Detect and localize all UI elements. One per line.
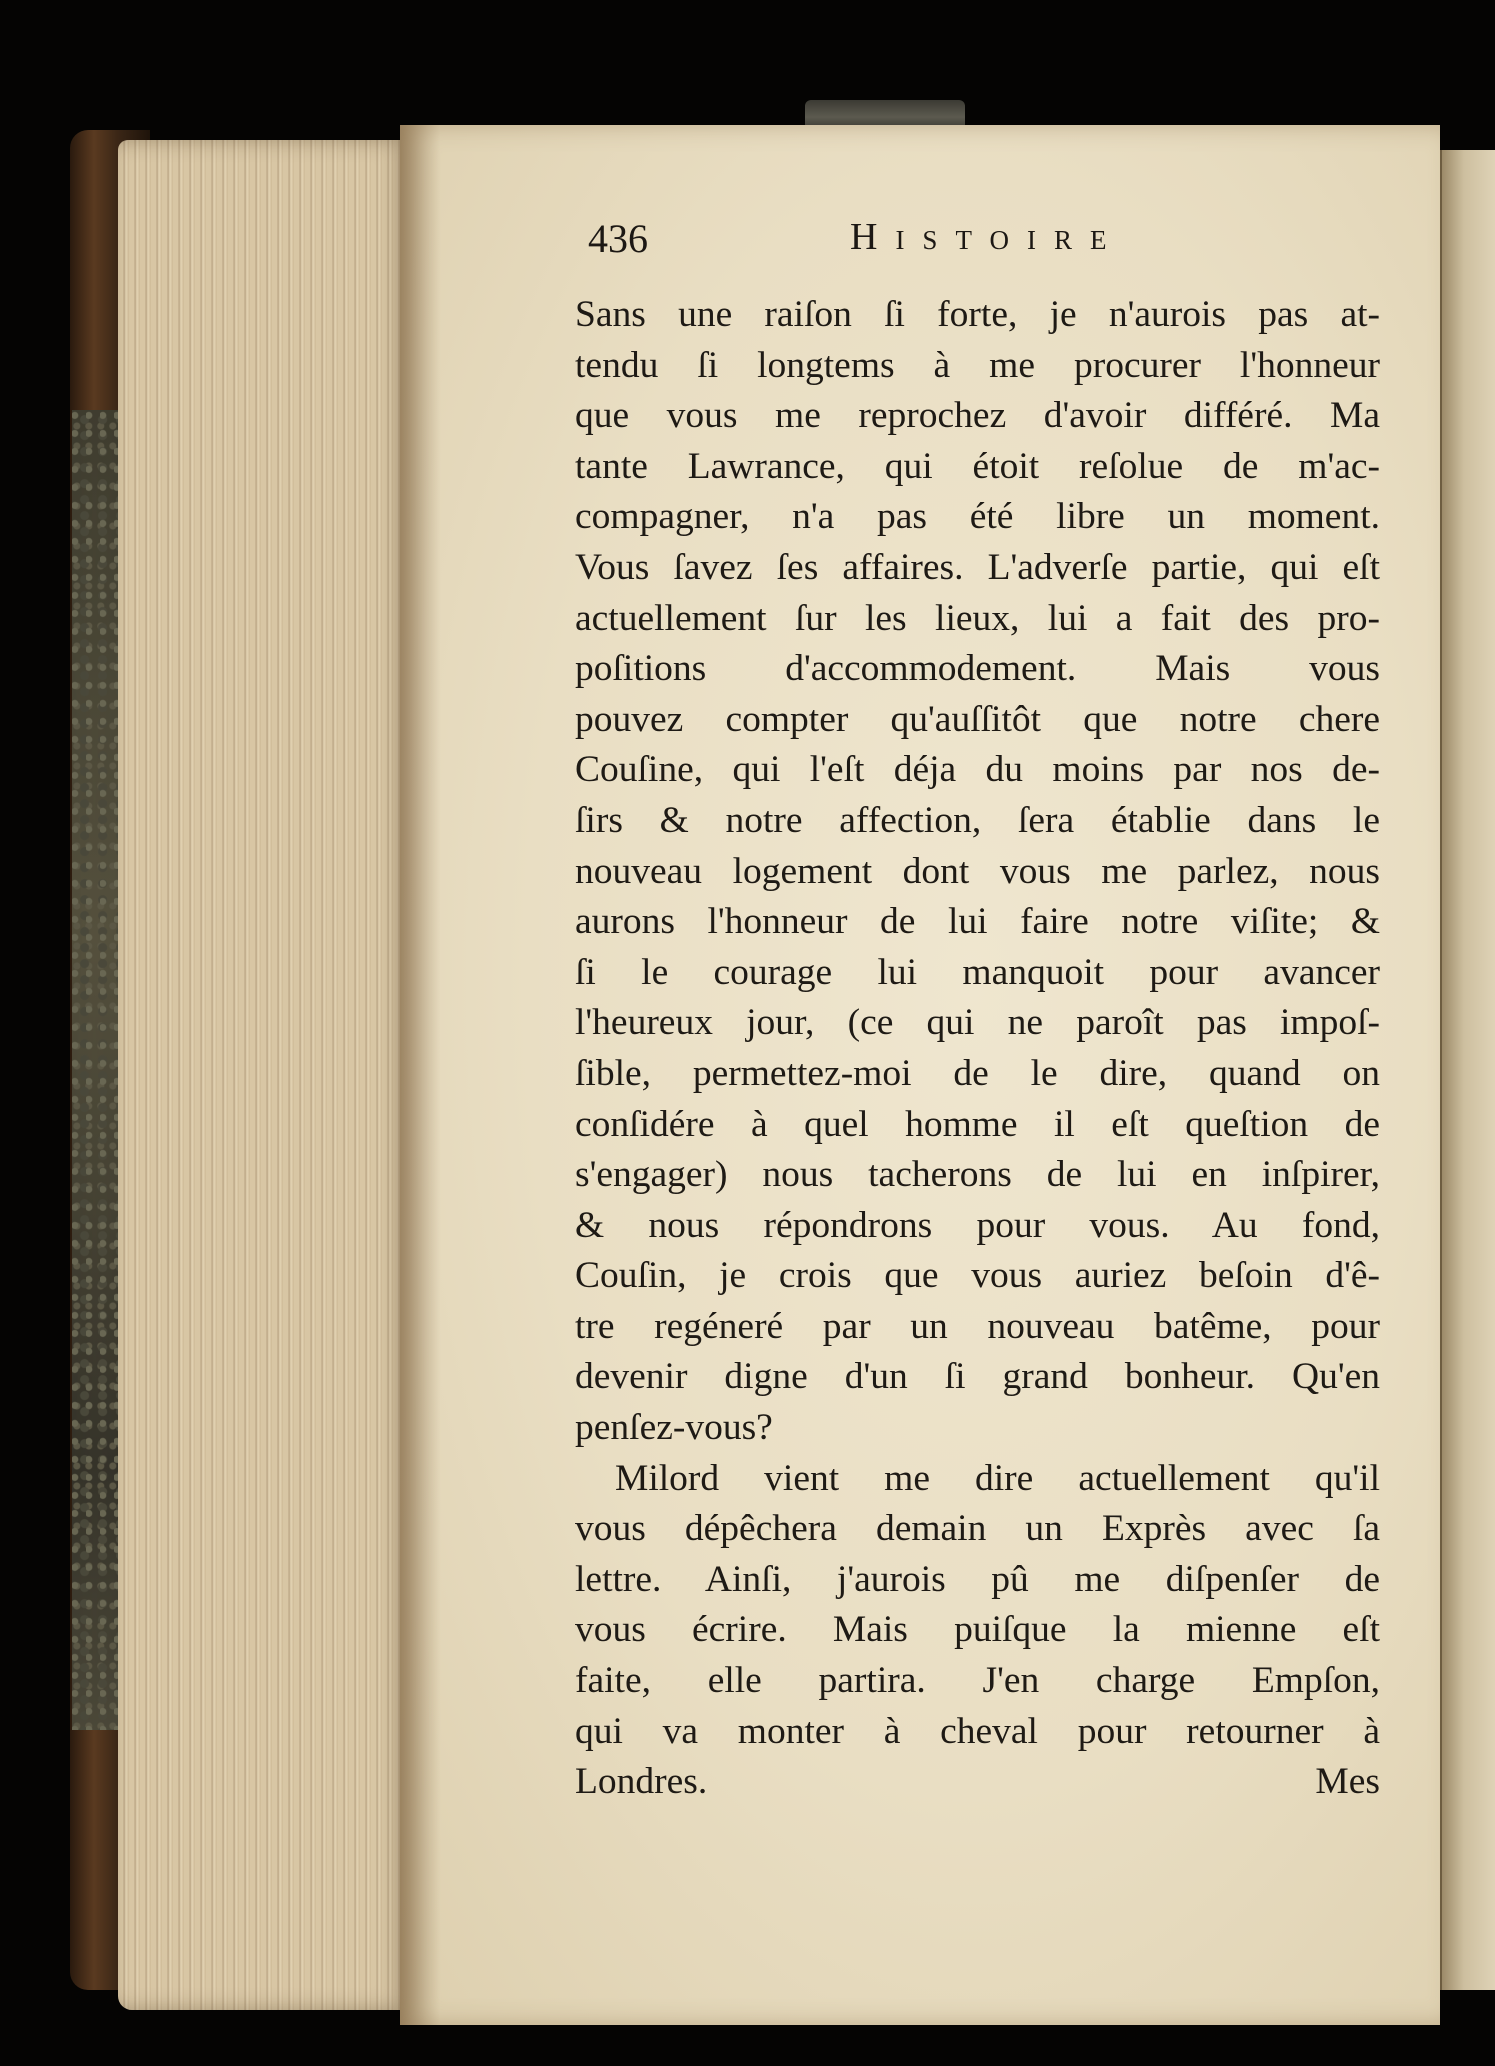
catchword: Mes xyxy=(1315,1761,1380,1803)
text-line: compagner, n'a pas été libre un moment. xyxy=(575,496,1380,538)
text-line: vous écrire. Mais puiſque la mienne eſt xyxy=(575,1609,1380,1651)
text-line: Couſin, je crois que vous auriez beſoin d'ê- xyxy=(575,1255,1380,1297)
text-line: que vous me reprochez d'avoir différé. Ma xyxy=(575,395,1380,437)
running-title: Histoire xyxy=(850,216,1125,258)
page-edges xyxy=(118,140,408,2010)
final-line xyxy=(575,1757,1380,1808)
text-line: l'heureux jour, (ce qui ne paroît pas impoſ- xyxy=(575,1002,1380,1044)
text-line: lettre. Ainſi, j'aurois pû me diſpenſer de xyxy=(575,1558,1380,1600)
text-line: conſidére à quel homme il eſt queſtion de xyxy=(575,1103,1380,1145)
text-line: tante Lawrance, qui étoit reſolue de m'ac- xyxy=(575,445,1380,487)
text-line: Vous ſavez ſes affaires. L'adverſe partie, qui eſt xyxy=(575,546,1380,588)
text-line: pouvez compter qu'auſſitôt que notre chere xyxy=(575,698,1380,740)
text-line: poſitions d'accommodement. Mais vous xyxy=(575,648,1380,690)
text-line: tre regéneré par un nouveau batême, pour xyxy=(575,1305,1380,1347)
text-line: Milord vient me dire actuellement qu'il xyxy=(615,1457,1380,1499)
text-line: tendu ſi longtems à me procurer l'honneur xyxy=(575,344,1380,386)
text-line: ſible, permettez-moi de le dire, quand on xyxy=(575,1052,1380,1094)
gutter-shadow xyxy=(400,125,440,2025)
text-line: Couſine, qui l'eſt déja du moins par nos de- xyxy=(575,749,1380,791)
page-number: 436 xyxy=(588,216,648,261)
text-line: Sans une raiſon ſi forte, je n'aurois pas at- xyxy=(575,294,1380,335)
body-text xyxy=(575,290,1380,1808)
text-line: penſez-vous? xyxy=(575,1407,773,1449)
final-line-text: Londres. xyxy=(575,1761,708,1803)
running-head xyxy=(560,215,1380,275)
text-line: nouveau logement dont vous me parlez, nous xyxy=(575,850,1380,892)
paragraph-2 xyxy=(575,1454,1380,1758)
text-line: qui va monter à cheval pour retourner à xyxy=(575,1710,1380,1752)
text-line: & nous répondrons pour vous. Au fond, xyxy=(575,1204,1380,1246)
text-line: devenir digne d'un ſi grand bonheur. Qu'en xyxy=(575,1356,1380,1398)
paragraph-1 xyxy=(575,290,1380,1454)
text-line: ſi le courage lui manquoit pour avancer xyxy=(575,951,1380,993)
text-line: faite, elle partira. J'en charge Empſon, xyxy=(575,1660,1380,1702)
text-line: ſirs & notre affection, ſera établie dans le xyxy=(575,799,1380,841)
right-page-edge xyxy=(1440,150,1495,1990)
text-line: actuellement ſur les lieux, lui a fait des pro- xyxy=(575,597,1380,639)
text-line: s'engager) nous tacherons de lui en inſpirer, xyxy=(575,1154,1380,1196)
text-line: aurons l'honneur de lui faire notre viſite; & xyxy=(575,901,1380,943)
text-line: vous dépêchera demain un Exprès avec ſa xyxy=(575,1508,1380,1550)
